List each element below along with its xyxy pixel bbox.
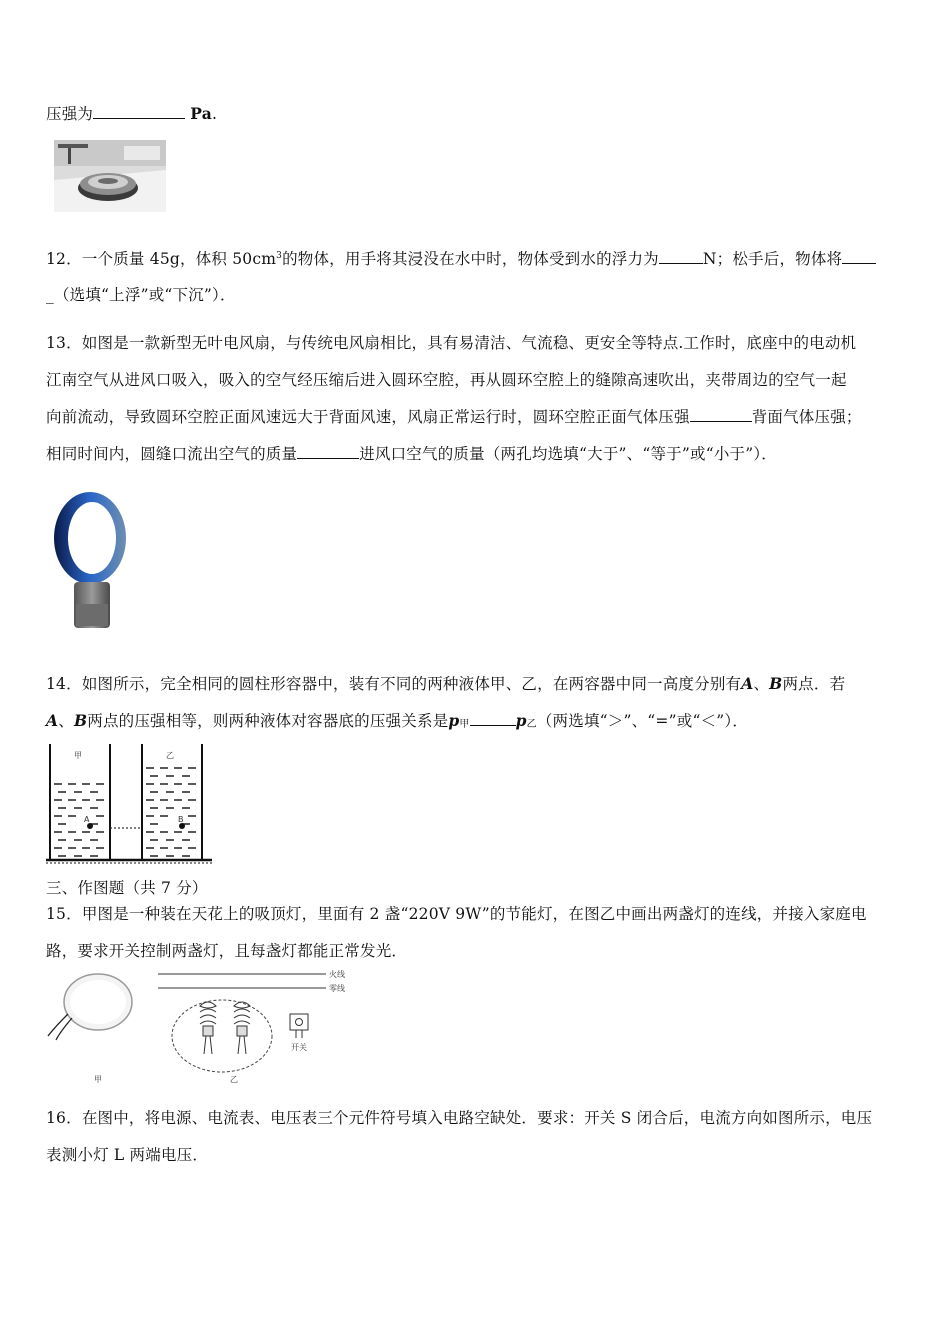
q11-answer-line: 压强为 Pa. <box>46 104 218 123</box>
fig-jia-label: 甲 <box>94 1075 102 1084</box>
q16-line2: 表测小灯 L 两端电压． <box>46 1146 209 1164</box>
container-jia-label: 甲 <box>74 751 82 760</box>
q11-blank[interactable] <box>93 103 185 120</box>
switch-label: 开关 <box>291 1043 307 1052</box>
point-a-label: A <box>84 815 90 824</box>
q13-line3: 向前流动，导致圆环空腔正面风速远大于背面风速，风扇正常运行时，圆环空腔正面气体压强 背面气体压强； <box>46 405 862 427</box>
q12-line1: 12．一个质量 45g，体积 $50cm^3$的物体，用手将其浸没在水中时，物体受到水的浮力为 N；松手后，物体将 <box>46 247 876 269</box>
q14-line2: A、B两点的压强相等，则两种液体对容器底的压强关系是p甲 p乙（两选填“＞”、“=”或“＜”）． <box>46 711 749 730</box>
q13-line4: 相同时间内，圆缝口流出空气的质量 进风口空气的质量（两孔均选填“大于”、“等于”或“小于”）． <box>46 442 777 464</box>
fig-yi-label: 乙 <box>230 1075 238 1084</box>
point-b-label: B <box>178 815 184 824</box>
q12-state-blank[interactable] <box>842 248 876 265</box>
bulb-2-icon <box>234 1002 250 1054</box>
q13-line1: 13．如图是一款新型无叶电风扇，与传统电风扇相比，具有易清洁、气流稳、更安全等特点.工作时，底座中的电动机 <box>46 334 857 352</box>
q14-line1: 14．如图所示，完全相同的圆柱形容器中，装有不同的两种液体甲、乙，在两容器中同一高度分别有A、B两点．若 <box>46 674 846 693</box>
q16-line1: 16．在图中，将电源、电流表、电压表三个元件符号填入电路空缺处．要求：开关 S 闭合后，电流方向如图所示，电压 <box>46 1109 873 1127</box>
switch-icon <box>290 1014 308 1038</box>
q12-line2: _（选填“上浮”或“下沉”）． <box>46 286 236 304</box>
q13-line2: 江南空气从进风口吸入，吸入的空气经压缩后进入圆环空腔，再从圆环空腔上的缝隙高速吹出，夹带周边的空气一起 <box>46 371 847 389</box>
q12-buoyancy-blank[interactable] <box>659 248 703 265</box>
bladeless-fan-image <box>46 486 130 632</box>
q15-line2: 路，要求开关控制两盏灯，且每盏灯都能正常发光． <box>46 942 408 960</box>
lamp-circuit-figure <box>46 966 358 1088</box>
q13-mass-blank[interactable] <box>297 443 359 460</box>
q15-line1: 15．甲图是一种装在天花上的吸顶灯，里面有 2 盏“220V 9W”的节能灯，在图乙中画出两盏灯的连线，并接入家庭电 <box>46 905 867 923</box>
q13-pressure-blank[interactable] <box>690 406 752 423</box>
container-yi-label: 乙 <box>166 751 174 760</box>
fire-wire-label: 火线 <box>329 970 345 979</box>
two-containers-figure <box>46 740 212 864</box>
bulb-1-icon <box>200 1002 216 1054</box>
neutral-wire-label: 零线 <box>329 984 345 993</box>
q14-pressure-blank[interactable] <box>470 710 516 727</box>
robot-vacuum-image <box>54 140 166 212</box>
section-3-title: 三、作图题（共 7 分） <box>46 879 208 897</box>
